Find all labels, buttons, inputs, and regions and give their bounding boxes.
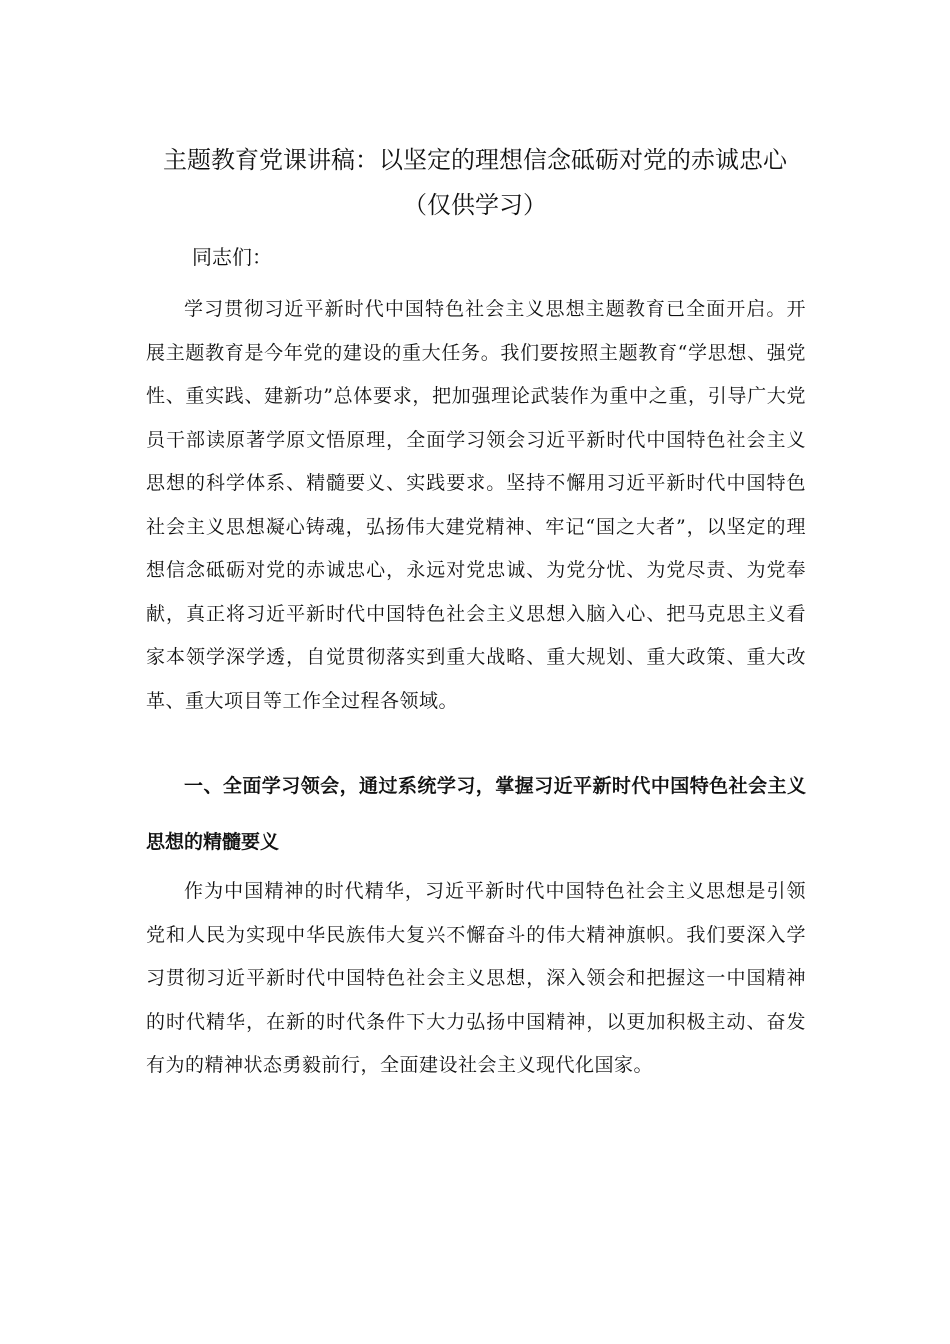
document-subtitle: （仅供学习）	[403, 191, 547, 219]
body-paragraph-2: 作为中国精神的时代精华，习近平新时代中国特色社会主义思想是引领党和人民为实现中华民族伟大复兴不懈奋斗的伟大精神旗帜。我们要深入学习贯彻习近平新时代中国特色社会主义思想，深入领会和把握这一中国精神的时代精华，在新的时代条件下大力弘扬中国精神，以更加积极主动、奋发有为的精神状态勇毅前行，全面建设社会主义现代化国家。	[146, 880, 806, 1076]
greeting: 同志们：	[192, 245, 272, 269]
section-heading-1: 一、全面学习领会，通过系统学习，掌握习近平新时代中国特色社会主义思想的精髓要义	[146, 775, 806, 853]
document-title: 主题教育党课讲稿：以坚定的理想信念砥砺对党的赤诚忠心	[163, 146, 787, 174]
body-paragraph-1: 学习贯彻习近平新时代中国特色社会主义思想主题教育已全面开启。开展主题教育是今年党的建设的重大任务。我们要按照主题教育“学思想、强党性、重实践、建新功”总体要求，把加强理论武装作为重中之重，引导广大党员干部读原著学原文悟原理，全面学习领会习近平新时代中国特色社会主义思想的科学体系、精髓要义、实践要求。坚持不懈用习近平新时代中国特色社会主义思想凝心铸魂，弘扬伟大建党精神、牢记“国之大者”，以坚定的理想信念砥砺对党的赤诚忠心，永远对党忠诚、为党分忧、为党尽责、为党奉献，真正将习近平新时代中国特色社会主义思想入脑入心、把马克思主义看家本领学深学透，自觉贯彻落实到重大战略、重大规划、重大政策、重大改革、重大项目等工作全过程各领域。	[146, 298, 806, 712]
